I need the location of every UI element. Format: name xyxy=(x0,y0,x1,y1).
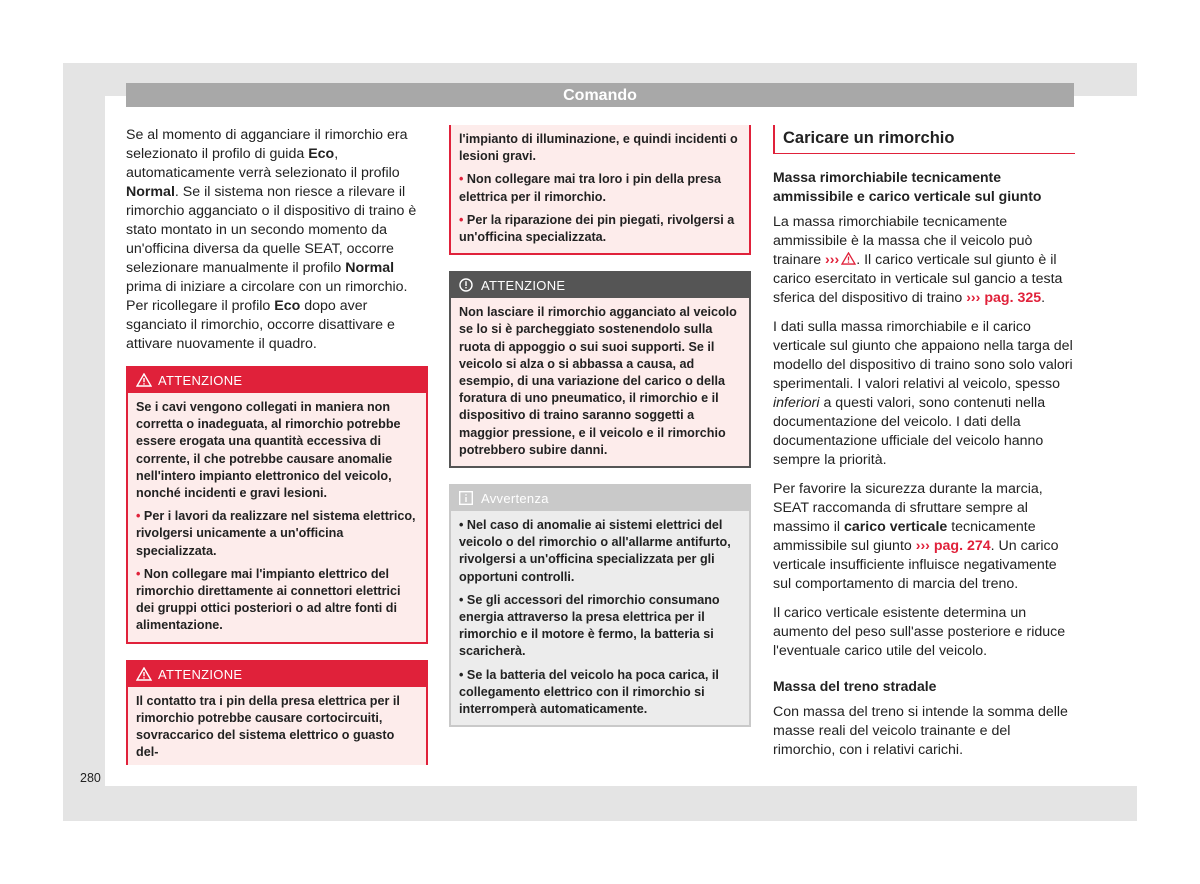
warning-text: Il contatto tra i pin della presa elettrica per il rimorchio potrebbe causare cortocircuiti, sovraccarico del sistema elettrico o guasto del- xyxy=(136,693,400,760)
reference-arrow: ››› xyxy=(825,252,840,268)
warning-triangle-icon xyxy=(136,667,152,681)
warning-box-continued xyxy=(449,125,751,255)
subheading-mass: Massa rimorchiabile tecnicamente ammissibile e carico verticale sul giunto xyxy=(773,169,1042,204)
info-icon xyxy=(459,491,473,505)
warning-bullet: • Non collegare mai l'impianto elettrico del rimorchio direttamente ai connettori elettrici dei gruppi ottici posteriori o ad altre fonti di alimentazione. xyxy=(136,566,401,633)
warning-text: Se i cavi vengono collegati in maniera non corretta o inadeguata, al rimorchio potrebbe essere erogata una quantità eccessiva di corrente, il che potrebbe causare anomalie nell'intero impianto elettronico del veicolo, nonché incidenti e gravi lesioni. xyxy=(136,400,401,501)
reference-arrow: ››› xyxy=(966,290,981,306)
paragraph-train-mass: Con massa del treno si intende la somma delle masse reali del veicolo trainante e del rimorchio, con i relativi carichi. xyxy=(773,704,1068,758)
warning-title: ATTENZIONE xyxy=(158,373,243,388)
paragraph-safety: Per favorire la sicurezza durante la marcia, SEAT raccomanda di sfruttare sempre al massimo il carico verticale tecnicamente ammissibile sul giunto ››› pag. 274. Un carico verticale insufficiente influisce negativamente sul comportamento di marcia del treno. xyxy=(773,481,1059,592)
page-reference-link[interactable]: pag. 325 xyxy=(984,290,1042,306)
notice-bullet: • Nel caso di anomalie ai sistemi elettrici del veicolo o del rimorchio o all'allarme antifurto, rivolgersi a un'officina specializzata per gli opportuni controlli. xyxy=(459,518,731,584)
warning-box-pins xyxy=(126,660,428,766)
warning-bullet: • Per la riparazione dei pin piegati, rivolgersi a un'officina specializzata. xyxy=(459,212,735,245)
warning-bullet: • Non collegare mai tra loro i pin della presa elettrica per il rimorchio. xyxy=(459,172,721,204)
warning-bullet: • Per i lavori da realizzare nel sistema elettrico, rivolgersi unicamente a un'officina specializzata. xyxy=(136,509,416,558)
subheading-train-mass: Massa del treno stradale xyxy=(773,678,937,694)
caution-header xyxy=(451,273,749,298)
paragraph-data: I dati sulla massa rimorchiabile e il carico verticale sul giunto che appaiono nella targa del modello del dispositivo di traino sono solo valori sperimentali. I valori relativi al veicolo, spesso inferiori a questi valori, sono contenuti nella documentazione del veicolo. I dati della documentazione ufficiale del veicolo hanno sempre la priorità. xyxy=(773,319,1073,468)
page-number: 280 xyxy=(80,771,101,785)
column-middle xyxy=(449,125,751,727)
section-header: Comando xyxy=(126,83,1074,107)
warning-body xyxy=(128,393,426,642)
caution-circle-icon xyxy=(459,278,473,292)
page-reference-link[interactable]: pag. 274 xyxy=(933,538,991,554)
paragraph-mass: La massa rimorchiabile tecnicamente ammissibile è la massa che il veicolo può trainare ››› . Il carico verticale sul giunto è il carico esercitato in verticale sul gancio a testa sferica del dispositivo di traino ››› pag. 325. xyxy=(773,214,1063,306)
warning-header xyxy=(128,368,426,393)
warning-text: l'impianto di illuminazione, e quindi incidenti o lesioni gravi. xyxy=(459,132,738,164)
notice-box xyxy=(449,484,751,727)
warning-title: ATTENZIONE xyxy=(158,666,243,682)
warning-body xyxy=(451,125,749,253)
warning-triangle-icon xyxy=(841,252,856,265)
column-right xyxy=(773,125,1075,770)
caution-body xyxy=(451,298,749,466)
reference-arrow: ››› xyxy=(915,538,930,554)
notice-bullet: • Se la batteria del veicolo ha poca carica, il collegamento elettrico con il rimorchio si interromperà automaticamente. xyxy=(459,667,719,717)
caution-box xyxy=(449,271,751,468)
warning-box-cables xyxy=(126,366,428,644)
intro-paragraph: Se al momento di agganciare il rimorchio era selezionato il profilo di guida Eco, automaticamente verrà selezionato il profilo Normal. Se il sistema non riesce a rilevare il rimorchio agganciato o il dispositivo di traino è stato montato in un secondo momento da un'officina diversa da quelle SEAT, occorre selezionare manualmente il profilo Normal prima di iniziare a circolare con un rimorchio. Per ricollegare il profilo Eco dopo aver sganciato il rimorchio, occorre disattivare e attivare nuovamente il quadro. xyxy=(126,127,417,352)
warning-body xyxy=(128,687,426,766)
notice-title: Avvertenza xyxy=(481,491,549,507)
warning-header xyxy=(128,662,426,687)
notice-body xyxy=(451,511,749,725)
warning-triangle-icon xyxy=(136,373,152,387)
section-heading: Caricare un rimorchio xyxy=(773,125,1075,154)
caution-title: ATTENZIONE xyxy=(481,278,566,294)
caution-text: Non lasciare il rimorchio agganciato al veicolo se lo si è parcheggiato sostenendolo sulla ruota di appoggio o sui suoi supporti. Se il veicolo si alza o si abbassa a causa, ad esempio, di una variazione del carico o della foratura di uno pneumatico, il rimorchio e il dispositivo di traino saranno soggetti a maggior pressione, e il veicolo e il rimorchio potrebbero subire danni. xyxy=(459,305,737,457)
notice-header xyxy=(451,486,749,511)
column-left xyxy=(126,126,428,765)
paragraph-load: Il carico verticale esistente determina un aumento del peso sull'asse posteriore e riduce l'eventuale carico utile del veicolo. xyxy=(773,605,1066,659)
notice-bullet: • Se gli accessori del rimorchio consumano energia attraverso la presa elettrica per il rimorchio e il motore è fermo, la batteria si scaricherà. xyxy=(459,592,720,659)
